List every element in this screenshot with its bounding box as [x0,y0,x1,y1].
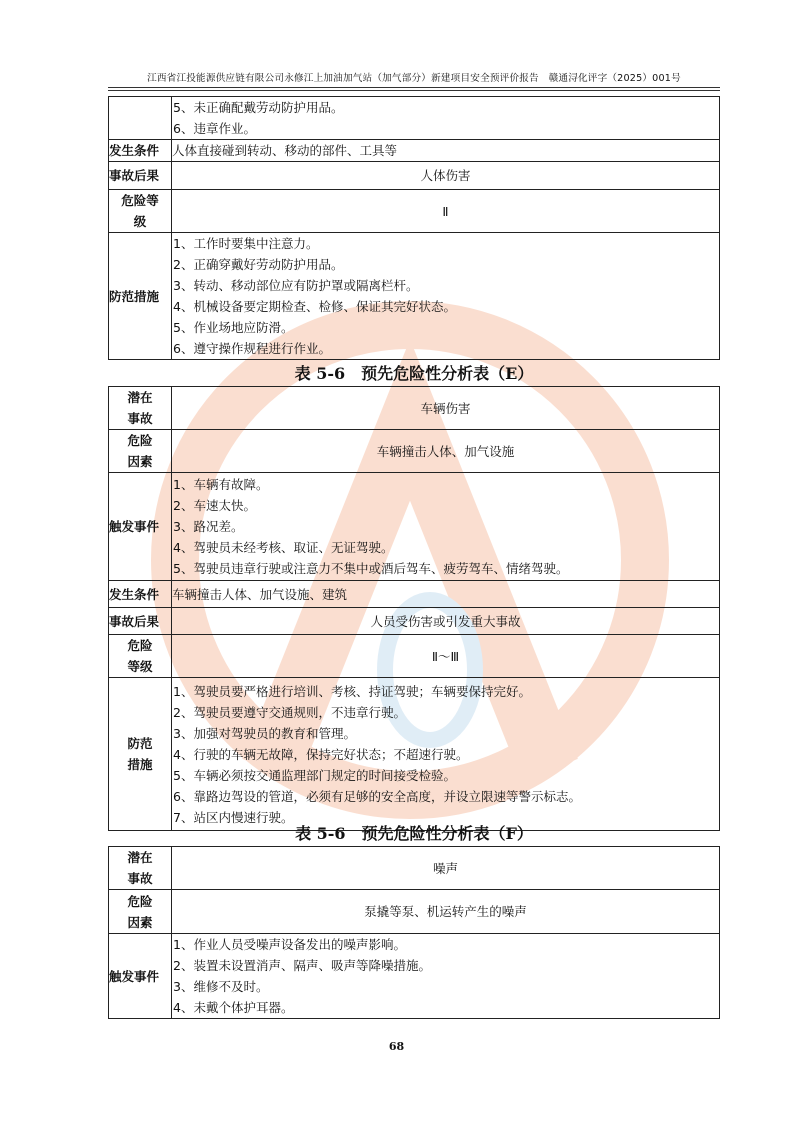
prevent-list [172,678,720,831]
level-label-text: 危险等级 [127,638,153,674]
factor-value: 车辆撞击人体、加气设施 [172,430,720,473]
list-item: 7、站区内慢速行驶。 [173,809,294,825]
list-item: 5、作业场地应防滑。 [173,320,294,335]
result-label: 事故后果 [109,162,172,190]
list-item: 4、未戴个体护耳器。 [173,1000,294,1015]
risk-table-e [108,386,720,831]
list-item: 1、车辆有故障。 [173,477,269,492]
condition-label: 发生条件 [109,581,172,608]
list-item: 6、遵守操作规程进行作业。 [173,341,331,356]
trigger-list-tail [172,97,720,140]
level-label [109,190,172,233]
list-item: 1、驾驶员要严格进行培训、考核、持证驾驶；车辆要保持完好。 [173,683,531,699]
accident-label-text: 潜在事故 [127,390,153,426]
list-item: 5、驾驶员违章行驶或注意力不集中或酒后驾车、疲劳驾车、情绪驾驶。 [173,561,569,576]
list-item: 4、驾驶员未经考核、取证、无证驾驶。 [173,540,394,555]
condition-value: 人体直接碰到转动、移动的部件、工具等 [172,140,720,162]
list-item: 1、工作时要集中注意力。 [173,236,319,251]
table-caption-e: 表 5-6 预先危险性分析表（E） [294,364,534,383]
prevent-label: 防范措施 [109,233,172,360]
list-item: 5、车辆必须按交通监理部门规定的时间接受检验。 [173,767,456,783]
condition-value: 车辆撞击人体、加气设施、建筑 [172,581,720,608]
factor-label-text: 危险因素 [127,433,153,469]
result-label: 事故后果 [109,608,172,635]
list-item: 2、驾驶员要遵守交通规则，不违章行驶。 [173,704,406,720]
blank-label-cell [109,97,172,140]
list-item: 3、转动、移动部位应有防护罩或隔离栏杆。 [173,278,419,293]
list-item: 3、维修不及时。 [173,979,269,994]
list-item: 3、加强对驾驶员的教育和管理。 [173,725,356,741]
result-value: 人体伤害 [172,162,720,190]
level-value: Ⅱ～Ⅲ [172,635,720,678]
factor-label [109,890,172,934]
header-divider [108,87,720,88]
level-label-text: 危险等级 [121,193,159,229]
trigger-list [172,934,720,1019]
risk-table-f [108,846,720,1019]
report-header: 江西省江投能源供应链有限公司永修江上加油加气站（加气部分）新建项目安全预评价报告 赣通浔化评字（2025）001号 [147,73,681,84]
list-item: 5、未正确配戴劳动防护用品。 [173,100,344,115]
accident-label [109,387,172,430]
list-item: 6、靠路边驾设的管道，必须有足够的安全高度，并设立限速等警示标志。 [173,788,581,804]
risk-table-a-continued [108,96,720,360]
prevent-label [109,678,172,831]
prevent-label-text: 防范措施 [127,736,153,772]
list-item: 3、路况差。 [173,519,244,534]
level-label [109,635,172,678]
trigger-list [172,473,720,581]
list-item: 4、机械设备要定期检查、检修、保证其完好状态。 [173,299,456,314]
trigger-label: 触发事件 [109,934,172,1019]
condition-label: 发生条件 [109,140,172,162]
accident-label [109,847,172,890]
result-value: 人员受伤害或引发重大事故 [172,608,720,635]
header-divider-2 [108,90,720,91]
accident-value: 车辆伤害 [172,387,720,430]
accident-label-text: 潜在事故 [127,850,153,886]
accident-value: 噪声 [172,847,720,890]
factor-label-text: 危险因素 [127,893,153,930]
list-item: 6、违章作业。 [173,121,256,136]
trigger-label: 触发事件 [109,473,172,581]
list-item: 2、装置未设置消声、隔声、吸声等降噪措施。 [173,958,431,973]
list-item: 1、作业人员受噪声设备发出的噪声影响。 [173,937,406,952]
page-number: 68 [388,1040,405,1053]
table-caption-f: 表 5-6 预先危险性分析表（F） [295,824,533,843]
list-item: 4、行驶的车辆无故障，保持完好状态；不超速行驶。 [173,746,469,762]
factor-label [109,430,172,473]
list-item: 2、车速太快。 [173,498,256,513]
level-value: Ⅱ [172,190,720,233]
prevent-list [172,233,720,360]
list-item: 2、正确穿戴好劳动防护用品。 [173,257,344,272]
factor-value: 泵撬等泵、机运转产生的噪声 [172,890,720,934]
